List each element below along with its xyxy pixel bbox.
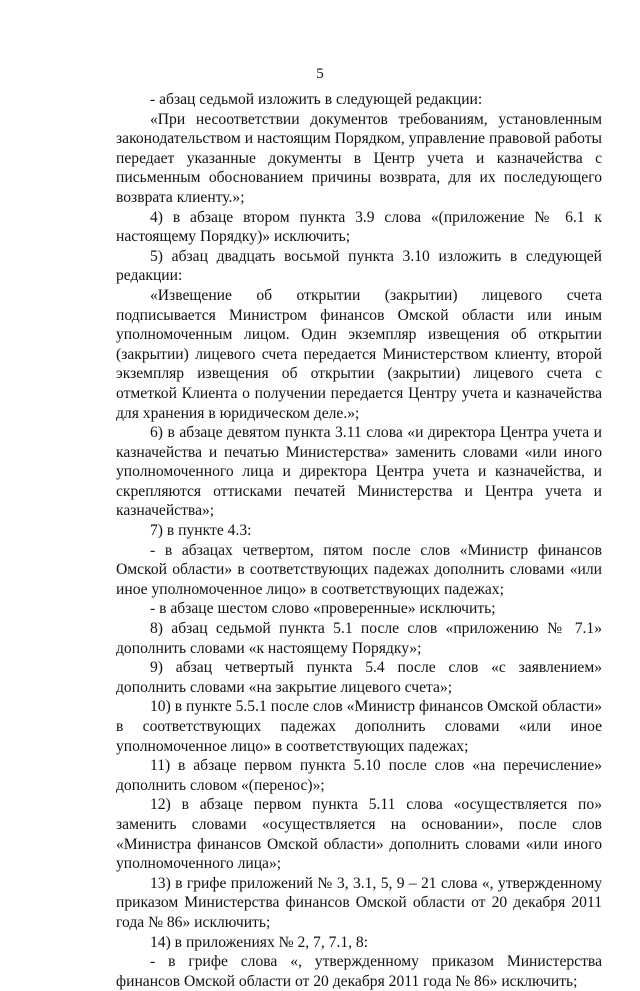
paragraph: 11) в абзаце первом пункта 5.10 после слов «на перечисление» дополнить словом «(перенос)»;: [116, 757, 602, 794]
paragraph: 4) в абзаце втором пункта 3.9 слова «(приложение № 6.1 к настоящему Порядку)» исключить;: [116, 208, 602, 246]
document-body: [116, 90, 602, 991]
paragraph: 14) в приложениях № 2, 7, 7.1, 8:: [150, 933, 369, 951]
paragraph: 13) в грифе приложений № 3, 3.1, 5, 9 – 21 слова «, утвержденному приказом Министерства финансов Омской области от 20 декабря 2011 года № 86» исключить;: [116, 874, 602, 931]
paragraph: - абзац седьмой изложить в следующей редакции:: [150, 91, 483, 108]
paragraph: 12) в абзаце первом пункта 5.11 слова «осуществляется по» заменить словами «осуществляется на основании», после слов «Министра финансов Омской области» дополнить словами «или иного уполномоченного лица»;: [116, 796, 602, 873]
paragraph: 8) абзац седьмой пункта 5.1 после слов «приложению № 7.1» дополнить словами «к настоящему Порядку»;: [116, 620, 602, 657]
paragraph: - в грифе слова «, утвержденному приказом Министерства финансов Омской области от 20 декабря 2011 года № 86» исключить;: [116, 953, 602, 990]
paragraph: - в абзаце шестом слово «проверенные» исключить;: [150, 600, 496, 618]
paragraph: «Извещение об открытии (закрытии) лицевого счета подписывается Министром финансов Омской области или иным уполномоченным лицом. Один экземпляр извещения об открытии (закрытии) лицевого счета передается Министерством клиенту, второй экземпляр извещения об открытии (закрытии) лицевого счета с отметкой Клиента о получении передается Центру учета и казначейства для хранения в юридическом деле.»;: [116, 286, 602, 422]
page-number: 5: [316, 66, 324, 82]
paragraph: 7) в пункте 4.3:: [150, 522, 252, 540]
paragraph: 9) абзац четвертый пункта 5.4 после слов «с заявлением» дополнить словами «на закрытие лицевого счета»;: [116, 659, 602, 696]
paragraph: «При несоответствии документов требованиям, установленным законодательством и настоящим Порядком, управление правовой работы передает указанные документы в Центр учета и казначейства с письменным обоснованием причины возврата, для их последующего возврата клиенту.»;: [116, 110, 602, 206]
paragraph: 5) абзац двадцать восьмой пункта 3.10 изложить в следующей редакции:: [116, 247, 602, 285]
paragraph: 10) в пункте 5.5.1 после слов «Министр финансов Омской области» в соответствующих падежах дополнить словами «или иное уполномоченное лицо» в соответствующих падежах;: [116, 698, 602, 755]
paragraph: - в абзацах четвертом, пятом после слов «Министр финансов Омской области» в соответствующих падежах дополнить словами «или иное уполномоченное лицо» в соответствующих падежах;: [116, 541, 602, 598]
paragraph: 6) в абзаце девятом пункта 3.11 слова «и директора Центра учета и казначейства и печатью Министерства» заменить словами «или иного уполномоченного лица и директора Центра учета и казначейства, и скрепляются оттисками печатей Министерства и Центра учета и казначейства»;: [116, 424, 602, 520]
